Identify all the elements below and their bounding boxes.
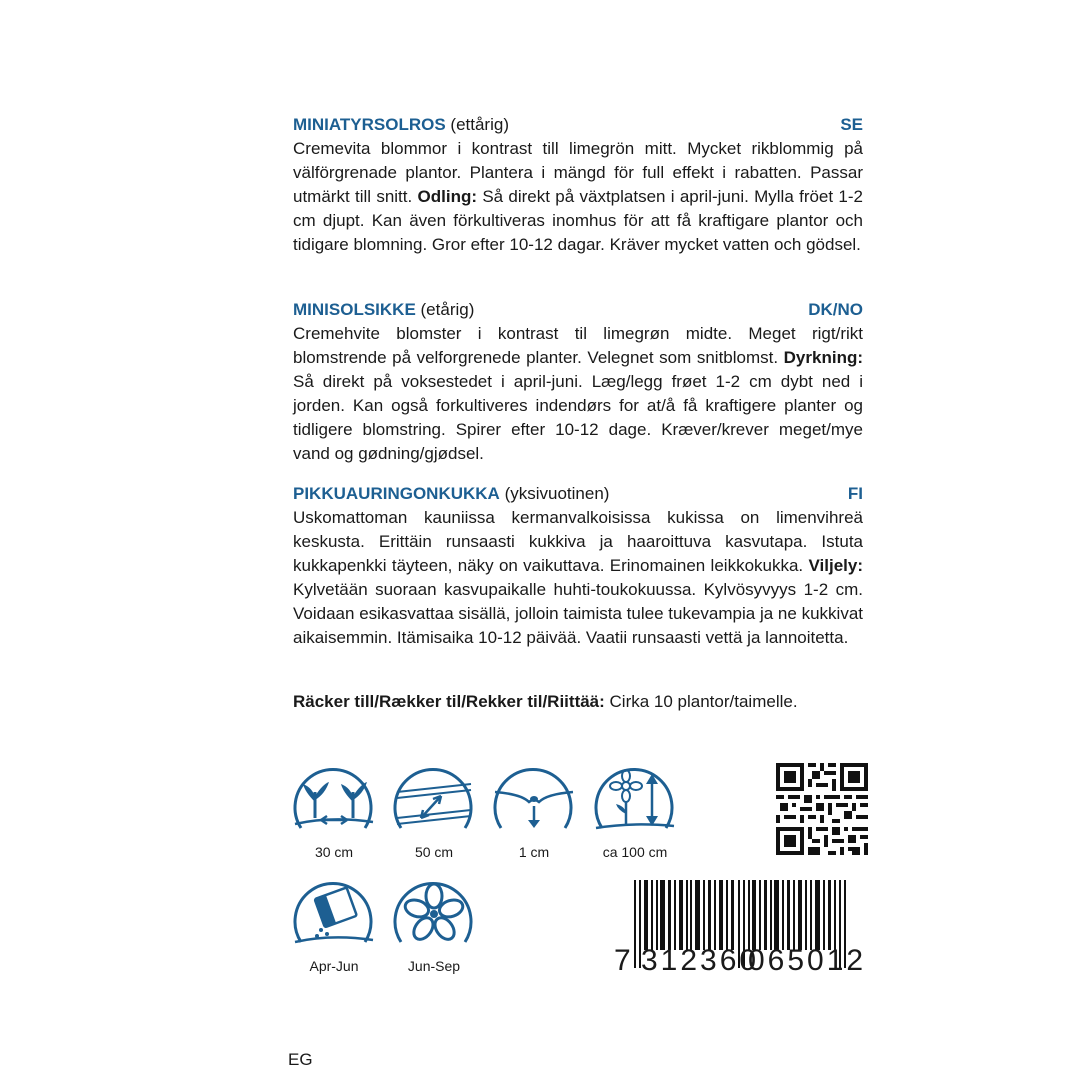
plant-spacing-icon [291,762,377,842]
section-subtitle: (yksivuotinen) [499,484,610,503]
sowing-depth-label: 1 cm [518,844,550,860]
section-subtitle: (etårig) [415,300,475,319]
section-header [293,113,863,137]
body-text: Så direkt på voksestedet i april-juni. Læg/legg frøet 1-2 cm dybt ned i jorden. Kan også forkultiveres indendørs for at/å få kraftigere planter og tidligere blomstring. Spirer efter 10-12 dage. Kræver/krever meget/mye vand og gødning/gjødsel. [293,372,863,463]
language-code: DK/NO [808,300,863,319]
section-title: MINIATYRSOLROS [293,115,446,134]
section-title-line [293,298,474,322]
row-distance-icon [391,762,477,842]
plant-height-icon [592,762,678,842]
section-body [293,322,863,466]
section-dk-no [293,298,863,466]
barcode-digits-right: 065012 [748,944,867,977]
section-subtitle: (ettårig) [445,115,509,134]
section-title-line [293,482,609,506]
sowing-time-icon [291,876,377,956]
section-title-line [293,113,509,137]
plant-spacing-label: 30 cm [314,844,354,860]
yield-value: Cirka 10 plantor/taimelle. [604,692,798,711]
section-header [293,482,863,506]
sowing-time-label: Apr-Jun [309,958,359,974]
language-code: FI [847,484,863,503]
section-title: MINISOLSIKKE [293,300,416,319]
plant-height-label: ca 100 cm [602,844,668,860]
sowing-depth-icon [491,762,577,842]
body-bold-label: Odling: [417,187,478,206]
section-fi [293,482,863,650]
body-text: Så direkt på växtplatsen i april-juni. Mylla fröet 1-2 cm djupt. Kan även förkultiveras inomhus för att få kraftigare plantor och tidigare blomning. Gror efter 10-12 dagar. Kräver mycket vatten och gödsel. [293,187,863,254]
body-bold-label: Viljely: [808,556,863,575]
barcode-digit-first: 7 [614,944,634,977]
flowering-label: Jun-Sep [407,958,461,974]
yield-label: Räcker till/Rækker til/Rekker til/Riittää: [293,692,605,711]
body-bold-label: Dyrkning: [783,348,863,367]
section-header [293,298,863,322]
barcode-digits-left: 312360 [641,944,760,977]
body-text: Cremevita blommor i kontrast till limegrön mitt. Mycket rikblommig på välförgrenade plantor. Plantera i mängd för full effekt i rabatten. Passar utmärkt till snitt. [293,139,863,206]
footer-code: EG [288,1050,313,1069]
language-code: SE [840,115,863,134]
section-title: PIKKUAURINGONKUKKA [293,484,500,503]
body-text: Uskomattoman kauniissa kermanvalkoisissa kukissa on limenvihreä keskusta. Erittäin runsaasti kukkiva ja haaroittuva kasvutapa. Istuta kukkapenkki täyteen, näky on vaikuttava. Erinomainen leikkokukka. [293,508,863,575]
body-text: Kylvetään suoraan kasvupaikalle huhti-toukokuussa. Kylvösyvyys 1-2 cm. Voidaan esikasvattaa sisällä, jolloin taimista tulee tukevampia ja ne kukkivat aikaisemmin. Itämisaika 10-12 päivää. Vaatii runsaasti vettä ja lannoitetta. [293,580,863,647]
section-body [293,137,863,257]
row-distance-label: 50 cm [414,844,454,860]
yield-line [293,690,863,714]
section-body [293,506,863,650]
flower-icon [391,876,477,956]
section-se [293,113,863,257]
body-text: Cremehvite blomster i kontrast til limegrøn midte. Meget rigt/rikt blomstrende på velforgrenede planter. Velegnet som snitblomst. [293,324,863,367]
qr-code[interactable] [776,763,868,855]
